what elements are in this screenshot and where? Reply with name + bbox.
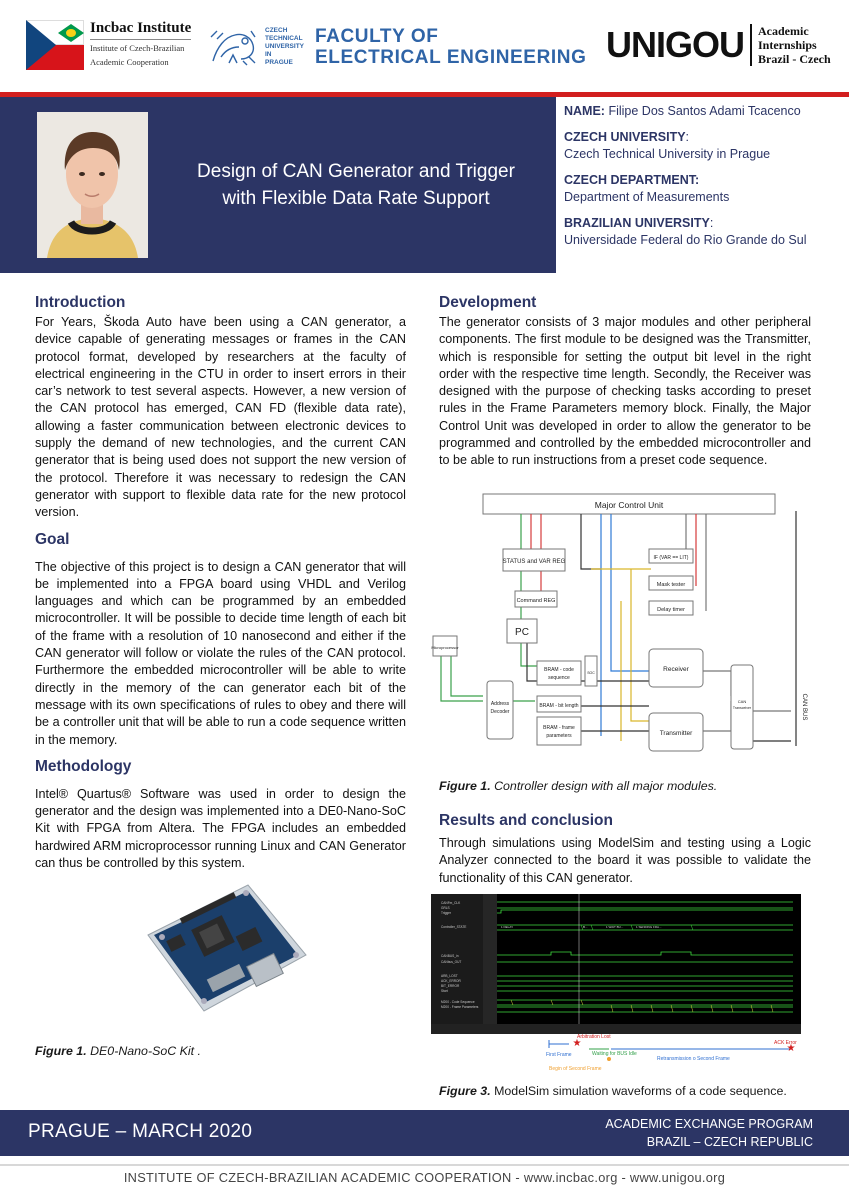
modelsim-waveform [431, 894, 801, 1072]
diagram-transmitter-label: Transmitter [659, 730, 693, 737]
incbac-logo [26, 20, 191, 70]
czech-department-row: CZECH DEPARTMENT: Department of Measurements [564, 173, 730, 204]
unigou-sub: Academic Internships Brazil - Czech [758, 24, 831, 66]
wave-state-2: 1 WAIT BU... [606, 925, 624, 929]
development-heading: Development [439, 294, 537, 311]
wave-retransmission: Retransmission o Second Frame [657, 1056, 730, 1062]
diagram-bram-code-label-2: sequence [548, 675, 570, 681]
diagram-soc-label: SOC [587, 671, 595, 675]
diagram-addr-label-1: Address [490, 701, 510, 707]
diagram-mcu-label: Major Control Unit [594, 500, 664, 510]
diagram-addr-label-2: Decoder [490, 709, 510, 715]
unigou-name: UNIGOU [606, 24, 744, 65]
svg-text:★: ★ [786, 1043, 796, 1054]
left-column [35, 293, 406, 872]
wave-signal-11: M200 - Frame Parameters [441, 1005, 479, 1009]
wave-signal-2: Trigger [441, 911, 451, 915]
wave-arbitration-lost: Arbitration Lost [577, 1034, 611, 1040]
ctu-lion-icon [207, 27, 259, 67]
wave-waiting-bus-idle: Waiting for BUS Idle [592, 1051, 637, 1057]
diagram-pc-label: PC [515, 627, 529, 638]
wave-signal-7: ACK_ERROR [441, 979, 461, 983]
results-section [439, 811, 811, 887]
results-text: Through simulations using ModelSim and testing using a Logic Analyzer connected to the board it was possible to validate the functionality of this CAN generator. [439, 836, 811, 885]
wave-signal-4: CANBUS_in [441, 954, 459, 958]
de0-nano-soc-board-image [138, 875, 310, 1015]
wave-state-3: 1 SENDING FRA... [636, 925, 662, 929]
ctu-small-text: CZECH TECHNICAL UNIVERSITY IN PRAGUE [265, 27, 305, 66]
diagram-delay-label: Delay timer [657, 607, 685, 613]
wave-signal-5: CANbus_OUT [441, 960, 462, 964]
wave-signal-6: ARB_LOST [441, 974, 458, 978]
brazilian-university-row: BRAZILIAN UNIVERSITY: Universidade Federal do Rio Grande do Sul [564, 216, 807, 247]
results-heading: Results and conclusion [439, 812, 613, 829]
diagram-can-trans-label-2: Transceiver [732, 706, 752, 710]
poster-title: Design of CAN Generator and Trigger with Flexible Data Rate Support [197, 161, 515, 209]
footer-band [0, 1110, 849, 1156]
czech-university-row: CZECH UNIVERSITY: Czech Technical University in Prague [564, 130, 771, 161]
diagram-bram-bit-label: BRAM - bit length [539, 703, 579, 709]
footer-divider [0, 1164, 849, 1166]
wave-first-frame: First Frame [546, 1052, 572, 1058]
wave-signal-8: BIT_ERROR [441, 984, 460, 988]
development-text: The generator consists of 3 major modules and other peripheral components. The first module to be designed was the Transmitter, which is responsible for setting the output bit level in the right order with the respective time length. Secondly, the Receiver was designed with the purpose of checking tasks according to preset rules in the Frame Parameters memory block. Finally, the Major Control Unit was developed in order to allow the generator to be programmed and controlled by the embedded microcontroller and to be able to run instructions from a preset code sequence. [439, 315, 811, 468]
diagram-micro-label: Microprocessor [431, 645, 459, 650]
diagram-bram-code-box [537, 661, 581, 685]
wave-signal-9: Start [441, 989, 448, 993]
wave-begin-second: Begin of Second Frame [549, 1066, 602, 1072]
diagram-mask-label: Mask tester [656, 582, 686, 588]
incbac-sub-1: Institute of Czech-Brazilian [90, 43, 185, 53]
wave-signal-10: M200 - Code Sequence [441, 1000, 475, 1004]
footer-location-date: PRAGUE – MARCH 2020 [28, 1121, 253, 1142]
ctu-fee-logo [207, 26, 586, 68]
figure-1a-caption: Figure 1. DE0-Nano-SoC Kit . [35, 1044, 201, 1058]
introduction-text: For Years, Škoda Auto have been using a CAN generator, a device capable of generating messages or frames in the CAN protocol format, developed by researchers at the faculty of electrical engineering in the CTU in order to insert errors in their car’s network to test several aspects. However, a new version of the CAN protocol has emerged, CAN FD (flexible data rate), allowing a faster communication between electronic devices to supply the demand of new technologies, and the current CAN generator that is being used does not support the new version of the protocol. Therefore it was necessary to redesign the CAN generator with support to flexible data rate for the new protocol version. [35, 315, 406, 520]
unigou-logo [606, 24, 831, 66]
goal-heading: Goal [35, 530, 70, 548]
right-column [439, 293, 811, 470]
introduction-heading: Introduction [35, 294, 126, 311]
wave-ack-error: ACK Error [774, 1040, 797, 1046]
name-row: NAME: Filipe Dos Santos Adami Tcacenco [564, 104, 801, 118]
diagram-if-label: IF (VAR == LIT) [653, 555, 689, 561]
author-photo [37, 112, 148, 258]
methodology-text: Intel® Quartus® Software was used in order to design the generator and the design was implemented into a DE0-Nano-SoC Kit with FPGA from Altera. The FPGA includes an embedded hardwired ARM microprocessor running Linux and CAN Generator can thus be controlled by this system. [35, 786, 406, 871]
diagram-can-bus-label: CAN BUS [801, 693, 807, 721]
controller-diagram [431, 491, 811, 771]
author-info [564, 103, 844, 258]
figure-1b-caption: Figure 1. Controller design with all major modules. [439, 779, 718, 793]
diagram-bram-frame-box [537, 717, 581, 745]
diagram-bram-code-label-1: BRAM - code [544, 667, 574, 673]
faculty-name: FACULTY OF ELECTRICAL ENGINEERING [315, 26, 587, 68]
diagram-status-label: STATUS and VAR REG [502, 559, 566, 565]
wave-signal-0: CANFm_CLK [441, 901, 461, 905]
methodology-heading: Methodology [35, 757, 132, 775]
footer-institute-links: INSTITUTE OF CZECH-BRAZILIAN ACADEMIC COOPERATION - www.incbac.org - www.unigou.org [123, 1170, 726, 1185]
diagram-can-trans-label-1: CAN [737, 699, 747, 704]
wave-signal-1: GRLS [441, 906, 450, 910]
footer-program: ACADEMIC EXCHANGE PROGRAM BRAZIL – CZECH REPUBLIC [605, 1117, 813, 1149]
figure-3-caption: Figure 3. ModelSim simulation waveforms of a code sequence. [439, 1084, 787, 1098]
czech-brazil-flag-icon [26, 20, 84, 70]
wave-state-0: 1 DELAY [501, 925, 514, 929]
incbac-sub-2: Academic Cooperation [90, 57, 169, 67]
wave-state-1: B... [583, 925, 588, 929]
svg-text:★: ★ [572, 1038, 582, 1049]
logo-strip [0, 0, 849, 92]
diagram-cmd-label: Command REG [516, 598, 556, 604]
goal-text: The objective of this project is to design a CAN generator that will be implemented into a FPGA board using VHDL and Verilog languages and which can be programmed by an embedded microcontroller. It will be possible to decide time length of each bit of the frame with a resolution of 10 nanosecond and either if the CAN generator will follow or violate the rules of the CAN protocol. Furthermore the embedded microcontroller will be able to write directly in the memory of the can generator each bit of the message with its own specifications of rules to obey and there will be a controller unit that will be able to run a code sequence written in the memory. [35, 559, 406, 747]
incbac-name: Incbac Institute [90, 20, 191, 40]
diagram-bram-frame-label-1: BRAM - frame [543, 725, 575, 731]
wave-signal-3: Controller_STATE [441, 925, 467, 929]
diagram-receiver-label: Receiver [663, 666, 689, 673]
diagram-bram-frame-label-2: parameters [546, 733, 572, 739]
